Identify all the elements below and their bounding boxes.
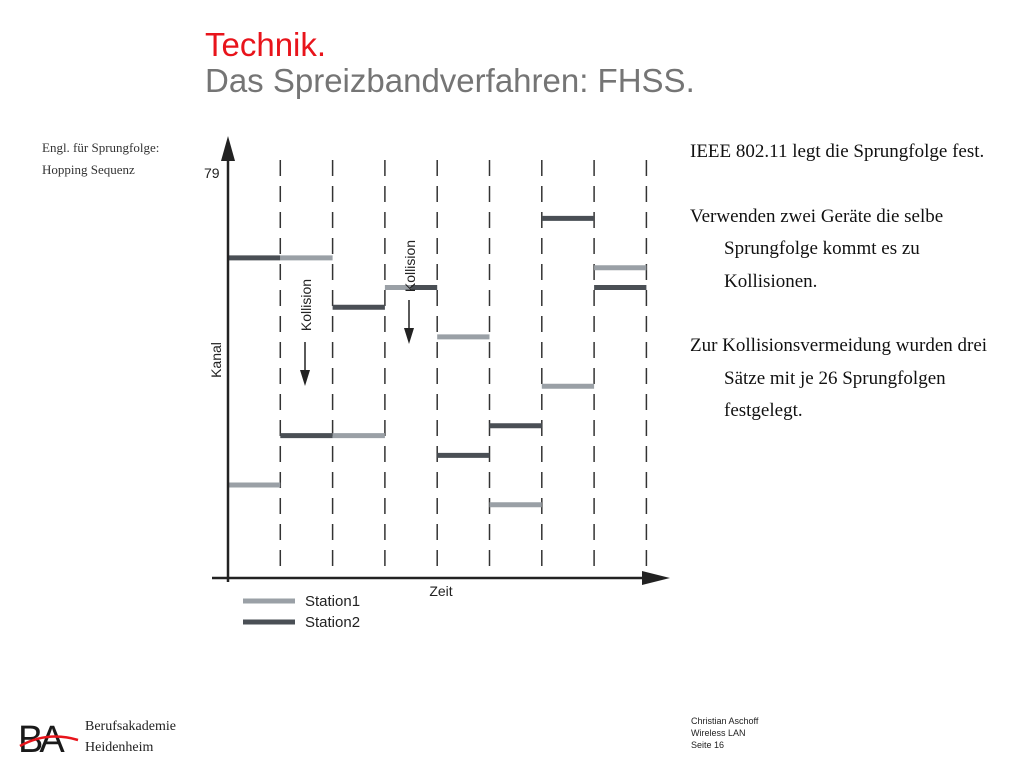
institution-name — [85, 716, 176, 758]
slide-title: Technik. — [205, 26, 327, 63]
collision-arrow-head-1 — [300, 370, 310, 386]
collision-label-1: Kollision — [298, 278, 314, 332]
legend-label-station2: Station2 — [305, 614, 361, 631]
ba-logo — [18, 716, 80, 763]
ba-logo-mark — [18, 716, 80, 758]
axes — [212, 136, 670, 585]
legend — [243, 593, 360, 631]
bullet-list — [690, 136, 1010, 460]
institution-line-2: Heidenheim — [85, 740, 154, 755]
collision-annotation-1 — [298, 279, 314, 386]
slide-subtitle: Das Spreizbandverfahren: FHSS. — [205, 62, 695, 99]
bullet-1: IEEE 802.11 legt die Sprungfolge fest. — [690, 141, 985, 162]
footer-topic: Wireless LAN — [691, 728, 746, 738]
collision-annotation-2 — [402, 240, 418, 344]
footer-page: Seite 16 — [691, 740, 725, 750]
footer-author: Christian Aschoff — [691, 716, 759, 726]
side-note-line-1: Engl. für Sprungfolge: — [42, 140, 160, 155]
y-max-label: 79 — [204, 165, 220, 181]
x-axis-label: Zeit — [429, 583, 453, 599]
side-note-line-2: Hopping Sequenz — [42, 162, 135, 177]
footer — [691, 715, 758, 751]
legend-label-station1: Station1 — [305, 593, 361, 610]
bullet-3: Zur Kollisionsvermeidung wurden drei Sätze mit je 26 Sprungfolgen festgelegt. — [690, 335, 988, 421]
y-axis-arrow — [221, 136, 235, 161]
collision-arrow-head-2 — [404, 328, 414, 344]
bullet-2: Verwenden zwei Geräte die selbe Sprungfolge kommt es zu Kollisionen. — [690, 205, 944, 292]
x-axis-arrow — [642, 571, 670, 585]
collision-label-2: Kollision — [402, 239, 418, 293]
ba-logo-letters: BA — [18, 719, 61, 758]
institution-line-1: Berufsakademie — [85, 719, 176, 734]
y-axis-label: Kanal — [208, 342, 224, 378]
